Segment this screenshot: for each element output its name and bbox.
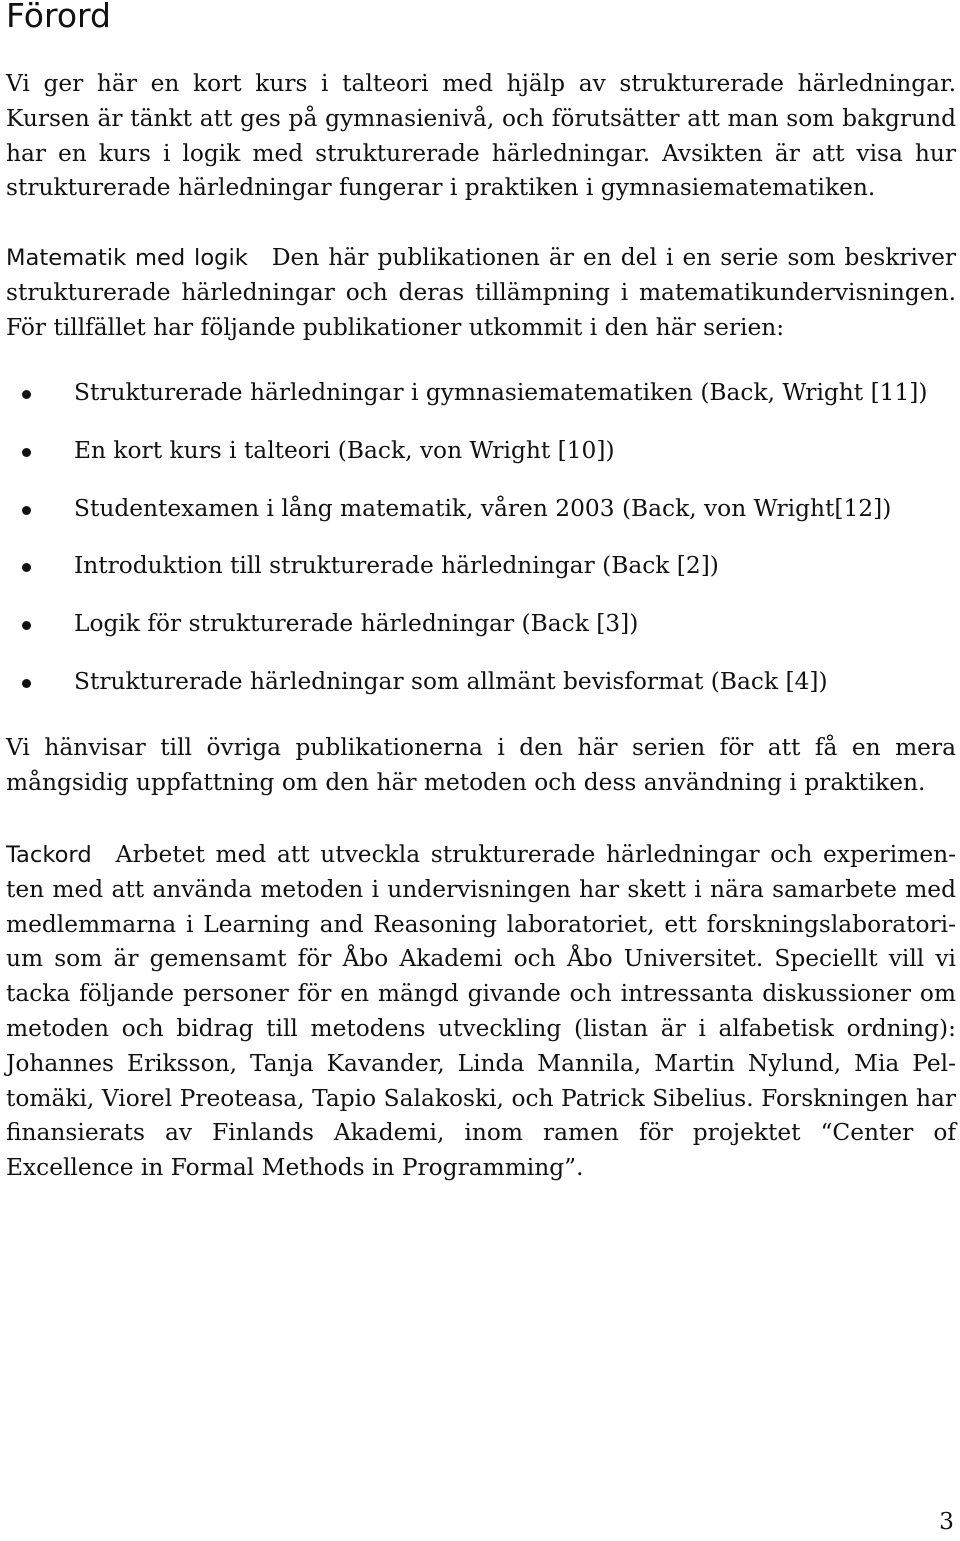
bullet-icon bbox=[22, 563, 31, 572]
bullet-icon bbox=[22, 679, 31, 688]
acknowledgements-heading: Tackord bbox=[6, 842, 92, 868]
list-item bbox=[0, 492, 960, 550]
publication-title: Introduktion till strukturerade härledningar (Back [2]) bbox=[74, 552, 719, 580]
series-heading: Matematik med logik bbox=[6, 245, 248, 271]
acknowledgements-paragraph bbox=[6, 838, 956, 1186]
publication-title: Logik för strukturerade härledningar (Back [3]) bbox=[74, 610, 639, 638]
list-item bbox=[0, 434, 960, 492]
publication-title: Studentexamen i lång matematik, våren 2003 (Back, von Wright[12]) bbox=[74, 494, 892, 522]
publication-title: Strukturerade härledningar i gymnasiematematiken (Back, Wright [11]) bbox=[74, 379, 928, 406]
list-item bbox=[0, 607, 960, 665]
reference-note: Vi hänvisar till övriga publikationerna i den här serien för att få en mera mångsidig uppfattning om den här metoden och dess användning i praktiken. bbox=[6, 734, 956, 796]
page-title: Förord bbox=[6, 0, 111, 35]
bullet-icon bbox=[22, 448, 31, 457]
bullet-icon bbox=[22, 506, 31, 515]
page-number: 3 bbox=[939, 1508, 954, 1535]
publication-title: Strukturerade härledningar som allmänt bevisformat (Back [4]) bbox=[74, 667, 828, 695]
publication-title: En kort kurs i talteori (Back, von Wright [10]) bbox=[74, 436, 615, 464]
publication-list bbox=[0, 376, 960, 723]
series-text: Den här publikationen är en del i en serie som beskriver strukturerade härledningar och deras tillämpning i matematikundervisningen. För tillfället har följande publikationer utkommit i den här serien: bbox=[6, 244, 957, 341]
list-item bbox=[0, 549, 960, 607]
list-item bbox=[0, 665, 960, 723]
intro-paragraph: Vi ger här en kort kurs i talteori med hjälp av strukturerade härledningar. Kursen är tänkt att ges på gymnasienivå, och förutsätter att man som bakgrund har en kurs i logik med strukturerade härledningar. Avsikten är att visa hur strukturerade härledningar fungerar i praktiken i gymnasiematematiken. bbox=[6, 70, 956, 202]
bullet-icon bbox=[22, 621, 31, 630]
series-paragraph bbox=[6, 241, 956, 345]
bullet-icon bbox=[22, 390, 31, 399]
acknowledgements-text: Arbetet med att utveckla strukturerade härledningar och experimenten med att använda metoden i undervisningen har skett i nära samarbete med medlemmarna i Learning and Reasoning laboratoriet, ett forskningslaboratorium som är gemensamt för Åbo Akademi och Åbo Universitet. Speciellt vill vi tacka följande personer för en mängd givande och intressanta diskussioner om metoden och bidrag till metodens utveckling (listan är i alfabetisk ordning): Johannes Eriksson, Tanja Kavander, Linda Mannila, Martin Nylund, Mia Peltomäki, Viorel Preoteasa, Tapio Salakoski, och Patrick Sibelius. Forskningen har finansierats av Finlands Akademi, inom ramen för projektet “Center of Excellence in Formal Methods in Programming”. bbox=[6, 841, 956, 1182]
list-item bbox=[0, 376, 960, 434]
